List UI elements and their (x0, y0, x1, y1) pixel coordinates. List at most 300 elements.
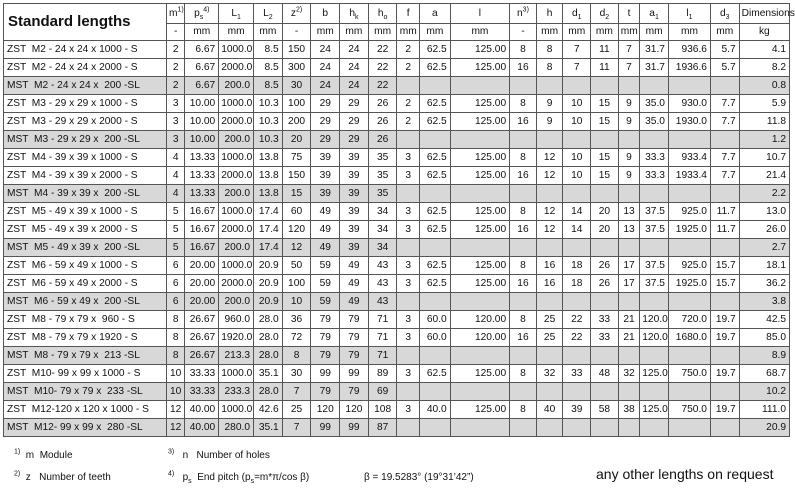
cell-16 (640, 293, 669, 311)
cell-11: 8 (510, 203, 537, 221)
cell-5: 39 (311, 185, 340, 203)
cell-19: 13.0 (739, 203, 789, 221)
cell-3: 17.4 (254, 203, 283, 221)
cell-16: 31.7 (640, 41, 669, 59)
table-body (4, 41, 790, 437)
col-header-7: $h_o$ (368, 4, 397, 24)
cell-17: 1930.0 (668, 113, 710, 131)
cell-17: 936.6 (668, 41, 710, 59)
cell-18 (710, 185, 739, 203)
cell-11 (510, 383, 537, 401)
cell-12: 12 (536, 149, 563, 167)
cell-13 (563, 131, 591, 149)
cell-11: 16 (510, 167, 537, 185)
cell-18: 15.7 (710, 275, 739, 293)
cell-3: 8.5 (254, 41, 283, 59)
cell-7: 34 (368, 203, 397, 221)
cell-15: 9 (618, 113, 640, 131)
cell-19: 1.2 (739, 131, 789, 149)
cell-0: 4 (166, 185, 184, 203)
col-header-11: $n^{3)}$ (510, 4, 537, 24)
cell-10: 125.00 (450, 221, 509, 239)
cell-14: 15 (591, 113, 619, 131)
cell-3: 17.4 (254, 239, 283, 257)
cell-7: 22 (368, 41, 397, 59)
cell-0: 8 (166, 311, 184, 329)
cell-13: 10 (563, 149, 591, 167)
cell-8: 2 (397, 95, 420, 113)
cell-5: 24 (311, 77, 340, 95)
cell-2: 200.0 (219, 293, 254, 311)
cell-7: 69 (368, 383, 397, 401)
cell-7: 22 (368, 77, 397, 95)
cell-3: 8.5 (254, 59, 283, 77)
cell-3: 13.8 (254, 185, 283, 203)
cell-17 (668, 185, 710, 203)
cell-7: 26 (368, 113, 397, 131)
cell-3: 28.0 (254, 383, 283, 401)
cell-14: 20 (591, 203, 619, 221)
cell-0: 8 (166, 329, 184, 347)
col-header-13: $d_1$ (563, 4, 591, 24)
cell-10 (450, 239, 509, 257)
cell-18: 7.7 (710, 113, 739, 131)
cell-13: 22 (563, 311, 591, 329)
col-unit-6: mm (340, 24, 369, 41)
cell-13 (563, 77, 591, 95)
cell-11: 16 (510, 275, 537, 293)
cell-16 (640, 131, 669, 149)
cell-0: 10 (166, 365, 184, 383)
product-designation: MST M2 - 24 x 24 x 200 -SL (4, 77, 167, 95)
cell-8 (397, 293, 420, 311)
cell-16 (640, 419, 669, 437)
cell-19: 111.0 (739, 401, 789, 419)
cell-2: 2000.0 (219, 59, 254, 77)
cell-5: 99 (311, 365, 340, 383)
cell-9 (419, 77, 450, 95)
cell-11: 8 (510, 149, 537, 167)
col-header-14: $d_2$ (591, 4, 619, 24)
cell-17: 1680.0 (668, 329, 710, 347)
cell-1: 10.00 (185, 113, 219, 131)
cell-10: 125.00 (450, 41, 509, 59)
cell-10 (450, 419, 509, 437)
cell-0: 2 (166, 77, 184, 95)
cell-9 (419, 293, 450, 311)
cell-16: 37.5 (640, 257, 669, 275)
cell-5: 39 (311, 149, 340, 167)
col-header-18: $d_3$ (710, 4, 739, 24)
cell-19: 3.8 (739, 293, 789, 311)
col-unit-3: mm (254, 24, 283, 41)
cell-4: 30 (282, 365, 311, 383)
cell-9: 60.0 (419, 311, 450, 329)
col-unit-15: mm (618, 24, 640, 41)
cell-11 (510, 239, 537, 257)
cell-11: 16 (510, 113, 537, 131)
cell-4: 100 (282, 275, 311, 293)
cell-9: 40.0 (419, 401, 450, 419)
cell-11: 8 (510, 311, 537, 329)
cell-4: 75 (282, 149, 311, 167)
cell-12: 32 (536, 365, 563, 383)
cell-9 (419, 239, 450, 257)
cell-18: 19.7 (710, 329, 739, 347)
cell-19: 68.7 (739, 365, 789, 383)
cell-18: 11.7 (710, 203, 739, 221)
cell-0: 3 (166, 95, 184, 113)
cell-4: 72 (282, 329, 311, 347)
cell-14: 11 (591, 41, 619, 59)
cell-19: 2.2 (739, 185, 789, 203)
cell-5: 79 (311, 383, 340, 401)
cell-5: 120 (311, 401, 340, 419)
cell-11: 16 (510, 59, 537, 77)
cell-15: 13 (618, 221, 640, 239)
cell-3: 10.3 (254, 131, 283, 149)
table-row (4, 131, 790, 149)
cell-0: 2 (166, 59, 184, 77)
col-header-10: l (450, 4, 509, 24)
table-row (4, 257, 790, 275)
cell-5: 99 (311, 419, 340, 437)
cell-12: 9 (536, 113, 563, 131)
cell-0: 5 (166, 239, 184, 257)
cell-14 (591, 419, 619, 437)
cell-12 (536, 419, 563, 437)
cell-3: 10.3 (254, 95, 283, 113)
cell-15: 9 (618, 149, 640, 167)
col-unit-14: mm (591, 24, 619, 41)
cell-5: 59 (311, 257, 340, 275)
cell-12: 16 (536, 257, 563, 275)
cell-9: 62.5 (419, 113, 450, 131)
cell-1: 20.00 (185, 293, 219, 311)
cell-16 (640, 77, 669, 95)
col-header-15: t (618, 4, 640, 24)
table-row (4, 77, 790, 95)
cell-3: 35.1 (254, 365, 283, 383)
cell-19: 85.0 (739, 329, 789, 347)
product-designation: MST M3 - 29 x 29 x 200 -SL (4, 131, 167, 149)
cell-10 (450, 131, 509, 149)
cell-5: 49 (311, 203, 340, 221)
cell-8 (397, 383, 420, 401)
product-designation: MST M4 - 39 x 39 x 200 -SL (4, 185, 167, 203)
cell-15: 32 (618, 365, 640, 383)
cell-6: 29 (340, 131, 369, 149)
cell-0: 3 (166, 113, 184, 131)
cell-8: 3 (397, 365, 420, 383)
cell-6: 79 (340, 347, 369, 365)
cell-3: 35.1 (254, 419, 283, 437)
cell-10: 125.00 (450, 203, 509, 221)
cell-15 (618, 131, 640, 149)
cell-15: 9 (618, 167, 640, 185)
table-row (4, 95, 790, 113)
table-row (4, 221, 790, 239)
cell-14: 20 (591, 221, 619, 239)
cell-19: 4.1 (739, 41, 789, 59)
cell-9: 62.5 (419, 257, 450, 275)
cell-8 (397, 77, 420, 95)
cell-18: 19.7 (710, 365, 739, 383)
cell-12: 12 (536, 221, 563, 239)
cell-6: 79 (340, 311, 369, 329)
table-title: Standard lengths (4, 4, 167, 41)
cell-17: 1933.4 (668, 167, 710, 185)
footnote-module: $^{1)}$ m Module (14, 448, 73, 461)
cell-6: 24 (340, 41, 369, 59)
cell-11 (510, 131, 537, 149)
col-header-17: $l_1$ (668, 4, 710, 24)
cell-1: 6.67 (185, 77, 219, 95)
cell-5: 49 (311, 239, 340, 257)
table-row (4, 419, 790, 437)
cell-10: 125.00 (450, 365, 509, 383)
cell-10 (450, 383, 509, 401)
cell-18 (710, 383, 739, 401)
product-designation: MST M8 - 79 x 79 x 213 -SL (4, 347, 167, 365)
cell-7: 71 (368, 311, 397, 329)
cell-17: 925.0 (668, 203, 710, 221)
cell-15: 38 (618, 401, 640, 419)
cell-1: 20.00 (185, 275, 219, 293)
cell-11 (510, 77, 537, 95)
cell-1: 10.00 (185, 131, 219, 149)
cell-2: 2000.0 (219, 167, 254, 185)
cell-2: 200.0 (219, 185, 254, 203)
cell-19: 18.1 (739, 257, 789, 275)
cell-15: 7 (618, 41, 640, 59)
cell-8: 3 (397, 329, 420, 347)
cell-0: 5 (166, 203, 184, 221)
cell-18 (710, 347, 739, 365)
cell-19: 42.5 (739, 311, 789, 329)
cell-19: 36.2 (739, 275, 789, 293)
cell-13 (563, 239, 591, 257)
cell-4: 60 (282, 203, 311, 221)
cell-2: 1000.0 (219, 203, 254, 221)
table-row (4, 239, 790, 257)
cell-16 (640, 383, 669, 401)
cell-9 (419, 347, 450, 365)
col-unit-8: mm (397, 24, 420, 41)
cell-18 (710, 131, 739, 149)
cell-13: 18 (563, 257, 591, 275)
cell-6: 49 (340, 293, 369, 311)
cell-9 (419, 131, 450, 149)
cell-6: 99 (340, 419, 369, 437)
product-designation: ZST M2 - 24 x 24 x 1000 - S (4, 41, 167, 59)
cell-18: 7.7 (710, 149, 739, 167)
cell-0: 10 (166, 383, 184, 401)
table-row (4, 149, 790, 167)
product-designation: ZST M12-120 x 120 x 1000 - S (4, 401, 167, 419)
col-header-16: $a_1$ (640, 4, 669, 24)
cell-19: 8.2 (739, 59, 789, 77)
cell-9: 62.5 (419, 149, 450, 167)
cell-19: 20.9 (739, 419, 789, 437)
col-header-1: $p_s^{4)}$ (185, 4, 219, 24)
cell-4: 30 (282, 77, 311, 95)
col-unit-13: mm (563, 24, 591, 41)
table-row (4, 383, 790, 401)
cell-14: 33 (591, 329, 619, 347)
cell-13 (563, 419, 591, 437)
table-row (4, 401, 790, 419)
cell-10 (450, 293, 509, 311)
cell-1: 26.67 (185, 311, 219, 329)
cell-17: 930.0 (668, 95, 710, 113)
cell-6: 49 (340, 275, 369, 293)
cell-2: 2000.0 (219, 113, 254, 131)
cell-16: 125.0 (640, 401, 669, 419)
cell-17 (668, 77, 710, 95)
cell-4: 150 (282, 167, 311, 185)
cell-5: 24 (311, 41, 340, 59)
cell-3: 8.5 (254, 77, 283, 95)
cell-5: 29 (311, 95, 340, 113)
cell-7: 22 (368, 59, 397, 77)
col-unit-9: mm (419, 24, 450, 41)
cell-18 (710, 239, 739, 257)
cell-18: 11.7 (710, 221, 739, 239)
cell-17 (668, 347, 710, 365)
cell-10: 125.00 (450, 275, 509, 293)
cell-19: 5.9 (739, 95, 789, 113)
cell-14 (591, 383, 619, 401)
cell-6: 120 (340, 401, 369, 419)
cell-15: 9 (618, 95, 640, 113)
cell-4: 50 (282, 257, 311, 275)
cell-6: 79 (340, 329, 369, 347)
cell-17: 925.0 (668, 257, 710, 275)
cell-17: 1936.6 (668, 59, 710, 77)
cell-10: 120.00 (450, 311, 509, 329)
product-designation: MST M5 - 49 x 39 x 200 -SL (4, 239, 167, 257)
col-header-4: $z^{2)}$ (282, 4, 311, 24)
cell-10: 125.00 (450, 167, 509, 185)
cell-17: 1925.0 (668, 221, 710, 239)
cell-8: 3 (397, 149, 420, 167)
cell-8: 2 (397, 59, 420, 77)
cell-5: 59 (311, 293, 340, 311)
cell-1: 13.33 (185, 185, 219, 203)
cell-16: 125.0 (640, 365, 669, 383)
cell-1: 16.67 (185, 203, 219, 221)
cell-5: 29 (311, 113, 340, 131)
cell-7: 43 (368, 275, 397, 293)
cell-2: 1000.0 (219, 149, 254, 167)
cell-14: 58 (591, 401, 619, 419)
cell-19: 11.8 (739, 113, 789, 131)
cell-11: 8 (510, 365, 537, 383)
cell-8: 2 (397, 41, 420, 59)
cell-9 (419, 185, 450, 203)
cell-13: 14 (563, 203, 591, 221)
cell-3: 20.9 (254, 275, 283, 293)
cell-7: 26 (368, 95, 397, 113)
cell-17 (668, 419, 710, 437)
cell-6: 29 (340, 113, 369, 131)
cell-8 (397, 239, 420, 257)
cell-14: 26 (591, 257, 619, 275)
cell-15 (618, 383, 640, 401)
cell-14 (591, 77, 619, 95)
cell-10: 120.00 (450, 329, 509, 347)
cell-8 (397, 347, 420, 365)
cell-12: 8 (536, 59, 563, 77)
col-unit-16: mm (640, 24, 669, 41)
product-designation: MST M10- 79 x 79 x 233 -SL (4, 383, 167, 401)
table-row (4, 347, 790, 365)
cell-4: 100 (282, 95, 311, 113)
cell-4: 10 (282, 293, 311, 311)
cell-17: 720.0 (668, 311, 710, 329)
cell-2: 213.3 (219, 347, 254, 365)
cell-3: 42.6 (254, 401, 283, 419)
cell-9: 62.5 (419, 203, 450, 221)
col-unit-2: mm (219, 24, 254, 41)
cell-5: 79 (311, 329, 340, 347)
cell-4: 300 (282, 59, 311, 77)
cell-12: 12 (536, 167, 563, 185)
cell-19: 0.8 (739, 77, 789, 95)
cell-9: 62.5 (419, 275, 450, 293)
cell-10: 125.00 (450, 59, 509, 77)
cell-12: 25 (536, 311, 563, 329)
table-row (4, 365, 790, 383)
cell-17 (668, 293, 710, 311)
cell-2: 200.0 (219, 239, 254, 257)
cell-18 (710, 293, 739, 311)
cell-1: 26.67 (185, 347, 219, 365)
col-header-6: $h_k$ (340, 4, 369, 24)
cell-7: 35 (368, 185, 397, 203)
product-designation: ZST M5 - 49 x 39 x 1000 - S (4, 203, 167, 221)
table-row (4, 113, 790, 131)
cell-16 (640, 239, 669, 257)
cell-12 (536, 239, 563, 257)
cell-18: 7.7 (710, 167, 739, 185)
cell-12: 9 (536, 95, 563, 113)
cell-11: 8 (510, 257, 537, 275)
cell-2: 2000.0 (219, 221, 254, 239)
cell-12 (536, 293, 563, 311)
cell-17 (668, 383, 710, 401)
cell-9 (419, 383, 450, 401)
cell-2: 280.0 (219, 419, 254, 437)
cell-14: 11 (591, 59, 619, 77)
cell-14: 15 (591, 149, 619, 167)
cell-16: 33.3 (640, 167, 669, 185)
cell-4: 120 (282, 221, 311, 239)
cell-3: 17.4 (254, 221, 283, 239)
cell-8 (397, 185, 420, 203)
cell-17: 750.0 (668, 365, 710, 383)
cell-11: 8 (510, 95, 537, 113)
cell-2: 960.0 (219, 311, 254, 329)
cell-14: 48 (591, 365, 619, 383)
cell-12 (536, 347, 563, 365)
cell-14 (591, 131, 619, 149)
cell-18 (710, 77, 739, 95)
cell-10 (450, 347, 509, 365)
cell-7: 34 (368, 239, 397, 257)
cell-14: 33 (591, 311, 619, 329)
